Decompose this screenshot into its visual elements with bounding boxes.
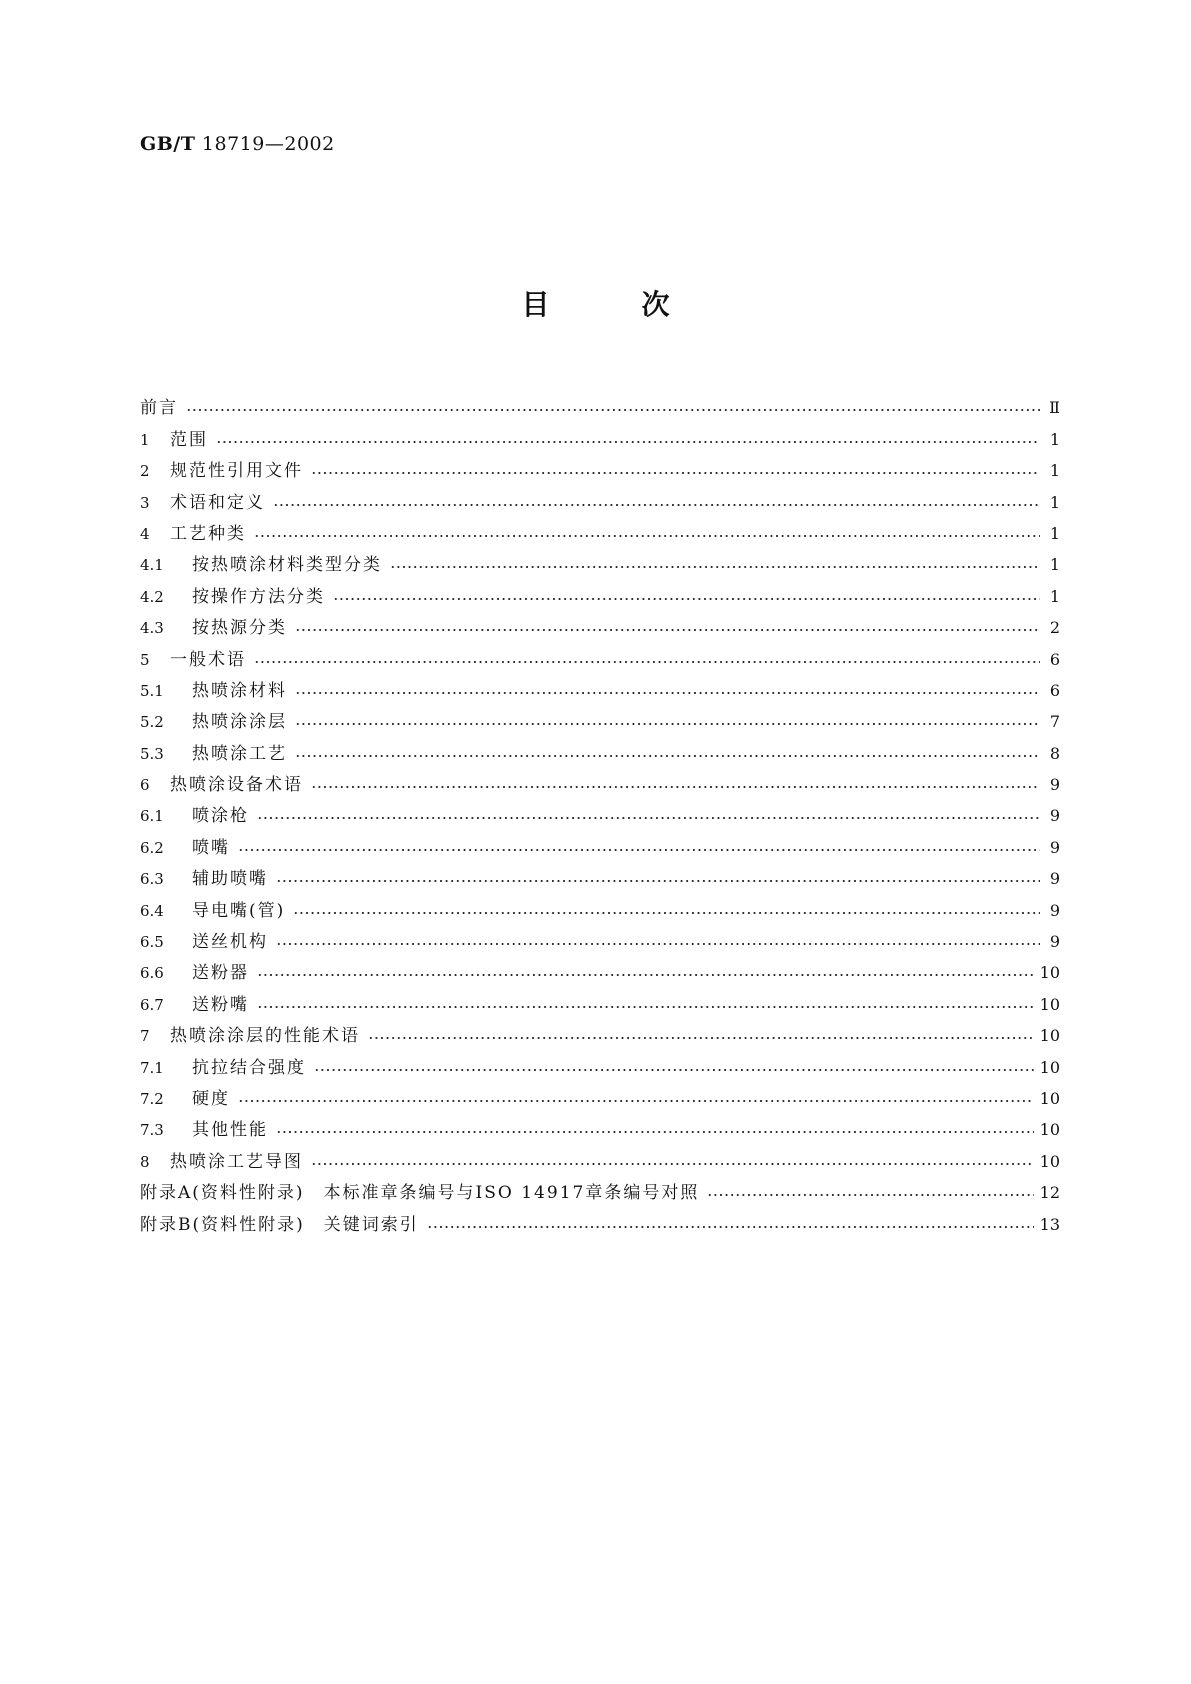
toc-dot-leader <box>276 877 1040 885</box>
toc-dot-leader <box>427 1223 1034 1231</box>
toc-entry-page: 10 <box>1039 963 1060 983</box>
toc-entry-page: 9 <box>1049 775 1060 795</box>
toc-entry[interactable] <box>140 419 1060 450</box>
toc-entry-page: 1 <box>1049 555 1060 575</box>
toc-entry-number: 3 <box>140 493 150 512</box>
toc-dot-leader <box>295 720 1040 728</box>
toc-entry-label: 工艺种类 <box>170 523 246 544</box>
toc-entry-label: 送粉器 <box>192 963 249 984</box>
toc-entry-page: 7 <box>1049 712 1060 732</box>
toc-title <box>0 283 1191 323</box>
toc-entry[interactable] <box>140 702 1060 733</box>
toc-entry-page: 1 <box>1049 492 1060 512</box>
toc-dot-leader <box>333 595 1040 603</box>
toc-entry[interactable] <box>140 1047 1060 1078</box>
toc-entry-number: 5.3 <box>140 744 164 763</box>
toc-dot-leader <box>257 814 1040 822</box>
toc-entry-page: 6 <box>1049 649 1060 669</box>
toc-entry-page: 1 <box>1049 523 1060 543</box>
toc-dot-leader <box>273 501 1040 509</box>
toc-dot-leader <box>311 1160 1034 1168</box>
toc-entry[interactable] <box>140 482 1060 513</box>
toc-entry[interactable] <box>140 1016 1060 1047</box>
toc-title-char-1: 目 <box>521 288 550 321</box>
toc-entry[interactable] <box>140 733 1060 764</box>
toc-entry[interactable] <box>140 953 1060 984</box>
toc-entry-label: 热喷涂设备术语 <box>170 775 303 796</box>
toc-entry[interactable] <box>140 765 1060 796</box>
toc-entry-number: 8 <box>140 1152 150 1171</box>
toc-entry-page: 9 <box>1049 837 1060 857</box>
toc-dot-leader <box>295 626 1040 634</box>
toc-dot-leader <box>186 406 1040 414</box>
toc-entry-label: 辅助喷嘴 <box>192 869 268 890</box>
toc-entry[interactable] <box>140 922 1060 953</box>
toc-entry-label: 按操作方法分类 <box>192 586 325 607</box>
toc-dot-leader <box>254 532 1040 540</box>
toc-entry-label: 范围 <box>170 429 208 450</box>
toc-entry-label: 热喷涂涂层的性能术语 <box>170 1026 360 1047</box>
toc-entry-number: 4.3 <box>140 619 164 638</box>
toc-entry-number: 7 <box>140 1027 150 1046</box>
toc-entry-number: 6.3 <box>140 870 164 889</box>
toc-entry-label: 送丝机构 <box>192 932 268 953</box>
toc-dot-leader <box>390 563 1040 571</box>
toc-entry[interactable] <box>140 1110 1060 1141</box>
toc-dot-leader <box>368 1034 1034 1042</box>
toc-entry-label: 导电嘴(管) <box>192 900 286 921</box>
toc-entry-label: 热喷涂工艺 <box>192 743 287 764</box>
toc-entry-label: 按热源分类 <box>192 618 287 639</box>
toc-entry[interactable] <box>140 451 1060 482</box>
toc-entry-page: 6 <box>1049 680 1060 700</box>
toc-entry-page: 13 <box>1039 1214 1060 1234</box>
toc-entry-number: 2 <box>140 462 150 481</box>
toc-entry-page: 10 <box>1039 1057 1060 1077</box>
toc-entry-number: 6.1 <box>140 807 164 826</box>
toc-dot-leader <box>257 971 1034 979</box>
toc-dot-leader <box>295 689 1040 697</box>
table-of-contents <box>140 388 1060 1236</box>
toc-dot-leader <box>238 846 1040 854</box>
toc-entry[interactable] <box>140 984 1060 1015</box>
toc-entry-page: 10 <box>1039 994 1060 1014</box>
toc-entry-number: 5.1 <box>140 681 164 700</box>
toc-entry-label: 热喷涂材料 <box>192 680 287 701</box>
toc-dot-leader <box>293 909 1040 917</box>
toc-entry-label: 规范性引用文件 <box>170 461 303 482</box>
toc-dot-leader <box>295 752 1040 760</box>
toc-dot-leader <box>238 1097 1034 1105</box>
toc-entry-page: 12 <box>1039 1183 1060 1203</box>
toc-dot-leader <box>216 438 1040 446</box>
toc-entry[interactable] <box>140 545 1060 576</box>
toc-entry[interactable] <box>140 859 1060 890</box>
toc-entry-label: 抗拉结合强度 <box>192 1057 306 1078</box>
toc-entry-page: 9 <box>1049 806 1060 826</box>
document-id <box>140 133 335 155</box>
standard-prefix: GB/T <box>140 133 196 155</box>
toc-entry[interactable] <box>140 639 1060 670</box>
toc-entry-page: 9 <box>1049 900 1060 920</box>
toc-entry-number: 4.2 <box>140 587 164 606</box>
toc-dot-leader <box>707 1191 1033 1199</box>
toc-entry-number: 6.6 <box>140 964 164 983</box>
toc-entry-number: 7.2 <box>140 1089 164 1108</box>
toc-dot-leader <box>254 658 1040 666</box>
toc-entry-number: 1 <box>140 430 150 449</box>
toc-entry-number: 4.1 <box>140 556 164 575</box>
toc-entry-label: 送粉嘴 <box>192 994 249 1015</box>
toc-entry-page: 1 <box>1049 461 1060 481</box>
toc-entry-label: 术语和定义 <box>170 492 265 513</box>
toc-entry-number: 6.7 <box>140 995 164 1014</box>
toc-entry[interactable] <box>140 827 1060 858</box>
toc-entry-label: 附录A(资料性附录) 本标准章条编号与ISO 14917章条编号对照 <box>140 1183 700 1204</box>
toc-entry-number: 6.5 <box>140 933 164 952</box>
toc-entry[interactable] <box>140 1204 1060 1235</box>
toc-entry-page: 2 <box>1049 618 1060 638</box>
toc-entry-page: 8 <box>1049 743 1060 763</box>
toc-entry-page: Ⅱ <box>1049 398 1060 418</box>
toc-entry-number: 6.2 <box>140 838 164 857</box>
toc-entry-label: 热喷涂涂层 <box>192 712 287 733</box>
toc-dot-leader <box>257 1003 1034 1011</box>
toc-dot-leader <box>311 783 1040 791</box>
toc-entry-page: 10 <box>1039 1088 1060 1108</box>
toc-entry-number: 5.2 <box>140 713 164 732</box>
toc-entry[interactable] <box>140 1173 1060 1204</box>
toc-entry-number: 6 <box>140 776 150 795</box>
toc-entry-label: 硬度 <box>192 1088 230 1109</box>
toc-entry[interactable] <box>140 608 1060 639</box>
toc-entry[interactable] <box>140 388 1060 419</box>
toc-entry-label: 一般术语 <box>170 649 246 670</box>
toc-dot-leader <box>276 1128 1034 1136</box>
toc-entry[interactable] <box>140 576 1060 607</box>
toc-entry-number: 7.1 <box>140 1058 164 1077</box>
toc-entry-label: 附录B(资料性附录) 关键词索引 <box>140 1214 419 1235</box>
toc-entry-number: 7.3 <box>140 1121 164 1140</box>
toc-dot-leader <box>276 940 1040 948</box>
toc-entry-number: 6.4 <box>140 901 164 920</box>
toc-entry-label: 热喷涂工艺导图 <box>170 1151 303 1172</box>
toc-entry-page: 1 <box>1049 429 1060 449</box>
toc-entry-label: 按热喷涂材料类型分类 <box>192 555 382 576</box>
toc-entry-number: 5 <box>140 650 150 669</box>
toc-entry[interactable] <box>140 1079 1060 1110</box>
toc-entry-number: 4 <box>140 524 150 543</box>
toc-entry-page: 9 <box>1049 869 1060 889</box>
toc-entry-page: 10 <box>1039 1120 1060 1140</box>
toc-entry-label: 前言 <box>140 398 178 419</box>
toc-entry-page: 10 <box>1039 1151 1060 1171</box>
toc-entry[interactable] <box>140 1141 1060 1172</box>
toc-dot-leader <box>314 1066 1034 1074</box>
toc-entry[interactable] <box>140 796 1060 827</box>
toc-entry[interactable] <box>140 890 1060 921</box>
toc-entry-label: 喷涂枪 <box>192 806 249 827</box>
toc-entry[interactable] <box>140 514 1060 545</box>
toc-dot-leader <box>311 469 1040 477</box>
toc-entry-page: 10 <box>1039 1026 1060 1046</box>
toc-entry[interactable] <box>140 671 1060 702</box>
toc-entry-label: 其他性能 <box>192 1120 268 1141</box>
standard-number: 18719—2002 <box>201 133 335 155</box>
toc-entry-label: 喷嘴 <box>192 837 230 858</box>
toc-entry-page: 9 <box>1049 932 1060 952</box>
toc-title-char-2: 次 <box>641 288 670 321</box>
toc-entry-page: 1 <box>1049 586 1060 606</box>
